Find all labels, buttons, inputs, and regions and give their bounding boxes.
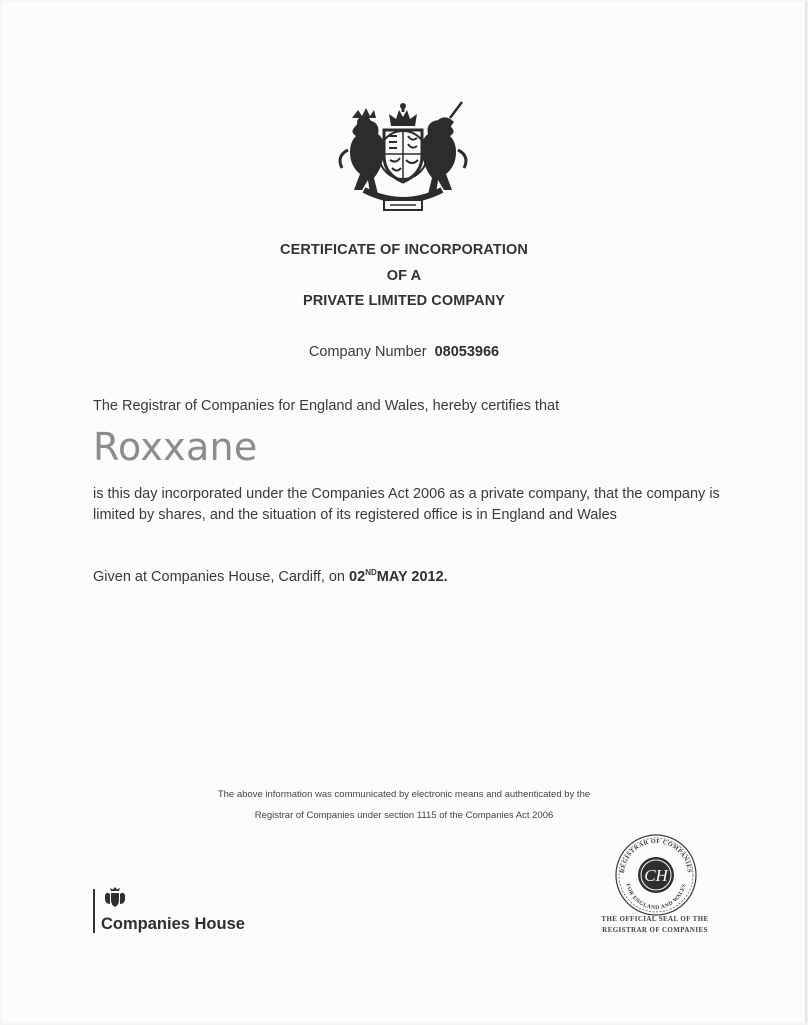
seal-ring-text-bottom: FOR ENGLAND AND WALES [624,883,688,912]
company-number-row [1,344,807,360]
given-day: 02 [349,569,366,585]
seal-monogram: CH [644,866,668,885]
given-month-year: MAY 2012. [376,569,448,585]
certificate-title-line-1: CERTIFICATE OF INCORPORATION [280,242,528,258]
crest-icon [103,887,127,909]
given-date-line [93,568,448,585]
royal-coat-of-arms-icon [334,98,472,214]
given-day-suffix: ND [365,568,377,577]
company-number-label: Company Number [308,344,427,360]
company-number-value: 08053966 [434,344,500,360]
companies-house-wordmark: Companies House [101,915,245,933]
certificate-page [1,1,807,1023]
registrar-statement: The Registrar of Companies for England and Wales, hereby certifies that [93,398,560,414]
given-prefix: Given at Companies House, Cardiff, on [93,569,346,585]
certificate-title-line-2: OF A [386,268,422,284]
seal-ring-text-top: REGISTRAR OF COMPANIES [618,837,693,874]
incorporation-text: is this day incorporated under the Companies Act 2006 as a private company, that the company is limited by shares, and the situation of its registered office is in England and Wales [93,486,720,523]
logo-divider [93,889,95,933]
footer-note-line-2: Registrar of Companies under section 1115 of the Companies Act 2006 [254,810,554,821]
companies-house-logo [93,887,268,937]
footer-note-line-1: The above information was communicated by electronic means and authenticated by the [217,789,591,800]
certificate-title-line-3: PRIVATE LIMITED COMPANY [302,293,506,309]
seal-caption-line-2: REGISTRAR OF COMPANIES [602,926,708,934]
company-name: Roxxane [93,425,258,469]
seal-caption-line-1: THE OFFICIAL SEAL OF THE [601,915,709,923]
official-seal-icon [610,829,702,921]
